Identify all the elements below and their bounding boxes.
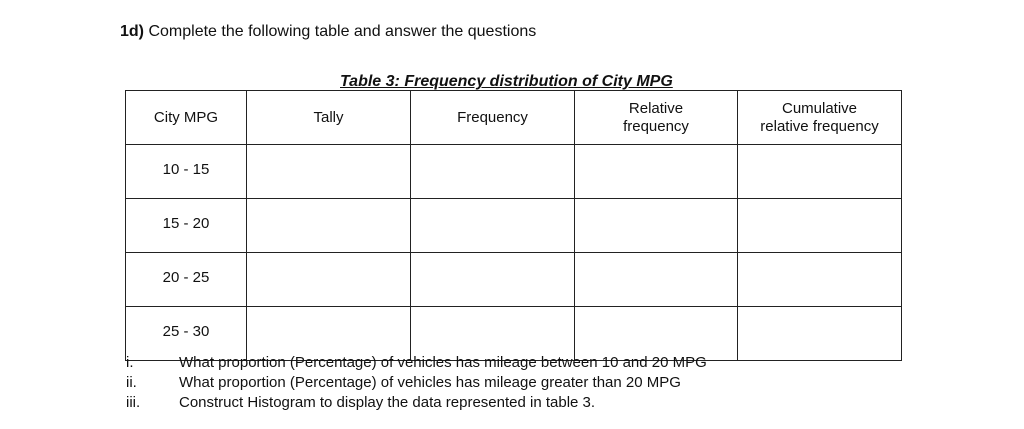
cumulative-frequency-cell[interactable]: [738, 145, 902, 199]
tally-cell[interactable]: [247, 199, 411, 253]
table-row: [126, 145, 902, 199]
header-tally: [247, 91, 411, 145]
cumulative-frequency-cell[interactable]: [738, 199, 902, 253]
header-cumulative-relative-frequency: [738, 91, 902, 145]
frequency-cell[interactable]: [411, 199, 575, 253]
header-frequency-label: Frequency: [457, 108, 528, 126]
header-cumulative-line2: relative frequency: [760, 117, 879, 135]
frequency-table: [125, 90, 902, 361]
tally-cell[interactable]: [247, 145, 411, 199]
cumulative-frequency-cell[interactable]: [738, 307, 902, 361]
question-numeral: i.: [126, 354, 134, 371]
header-city-mpg-label: City MPG: [153, 108, 219, 126]
cumulative-frequency-cell[interactable]: [738, 253, 902, 307]
question-numeral: ii.: [126, 374, 137, 391]
header-frequency: [411, 91, 575, 145]
table-row: [126, 199, 902, 253]
question-heading: [120, 22, 536, 42]
question-text: Construct Histogram to display the data represented in table 3.: [179, 394, 596, 411]
header-relative-line1: Relative: [628, 99, 684, 117]
relative-frequency-cell[interactable]: [575, 253, 738, 307]
header-tally-label: Tally: [313, 108, 344, 126]
table-row: [126, 253, 902, 307]
mpg-range-cell: 25 - 30: [126, 307, 247, 361]
header-cumulative-line1: Cumulative: [781, 99, 858, 117]
frequency-cell[interactable]: [411, 145, 575, 199]
relative-frequency-cell[interactable]: [575, 145, 738, 199]
tally-cell[interactable]: [247, 253, 411, 307]
table-header-row: [126, 91, 902, 145]
table-caption: Table 3: Frequency distribution of City MPG: [340, 73, 673, 90]
question-instruction: Complete the following table and answer the questions: [148, 23, 537, 40]
mpg-range-cell: 10 - 15: [126, 145, 247, 199]
question-number: 1d): [120, 23, 144, 40]
header-relative-frequency: [575, 91, 738, 145]
mpg-range-cell: 15 - 20: [126, 199, 247, 253]
header-city-mpg: [126, 91, 247, 145]
header-relative-line2: frequency: [623, 117, 689, 135]
question-numeral: iii.: [126, 394, 141, 411]
mpg-range-cell: 20 - 25: [126, 253, 247, 307]
question-text: What proportion (Percentage) of vehicles has mileage greater than 20 MPG: [179, 374, 681, 391]
relative-frequency-cell[interactable]: [575, 199, 738, 253]
question-text: What proportion (Percentage) of vehicles has mileage between 10 and 20 MPG: [179, 354, 707, 371]
frequency-cell[interactable]: [411, 253, 575, 307]
